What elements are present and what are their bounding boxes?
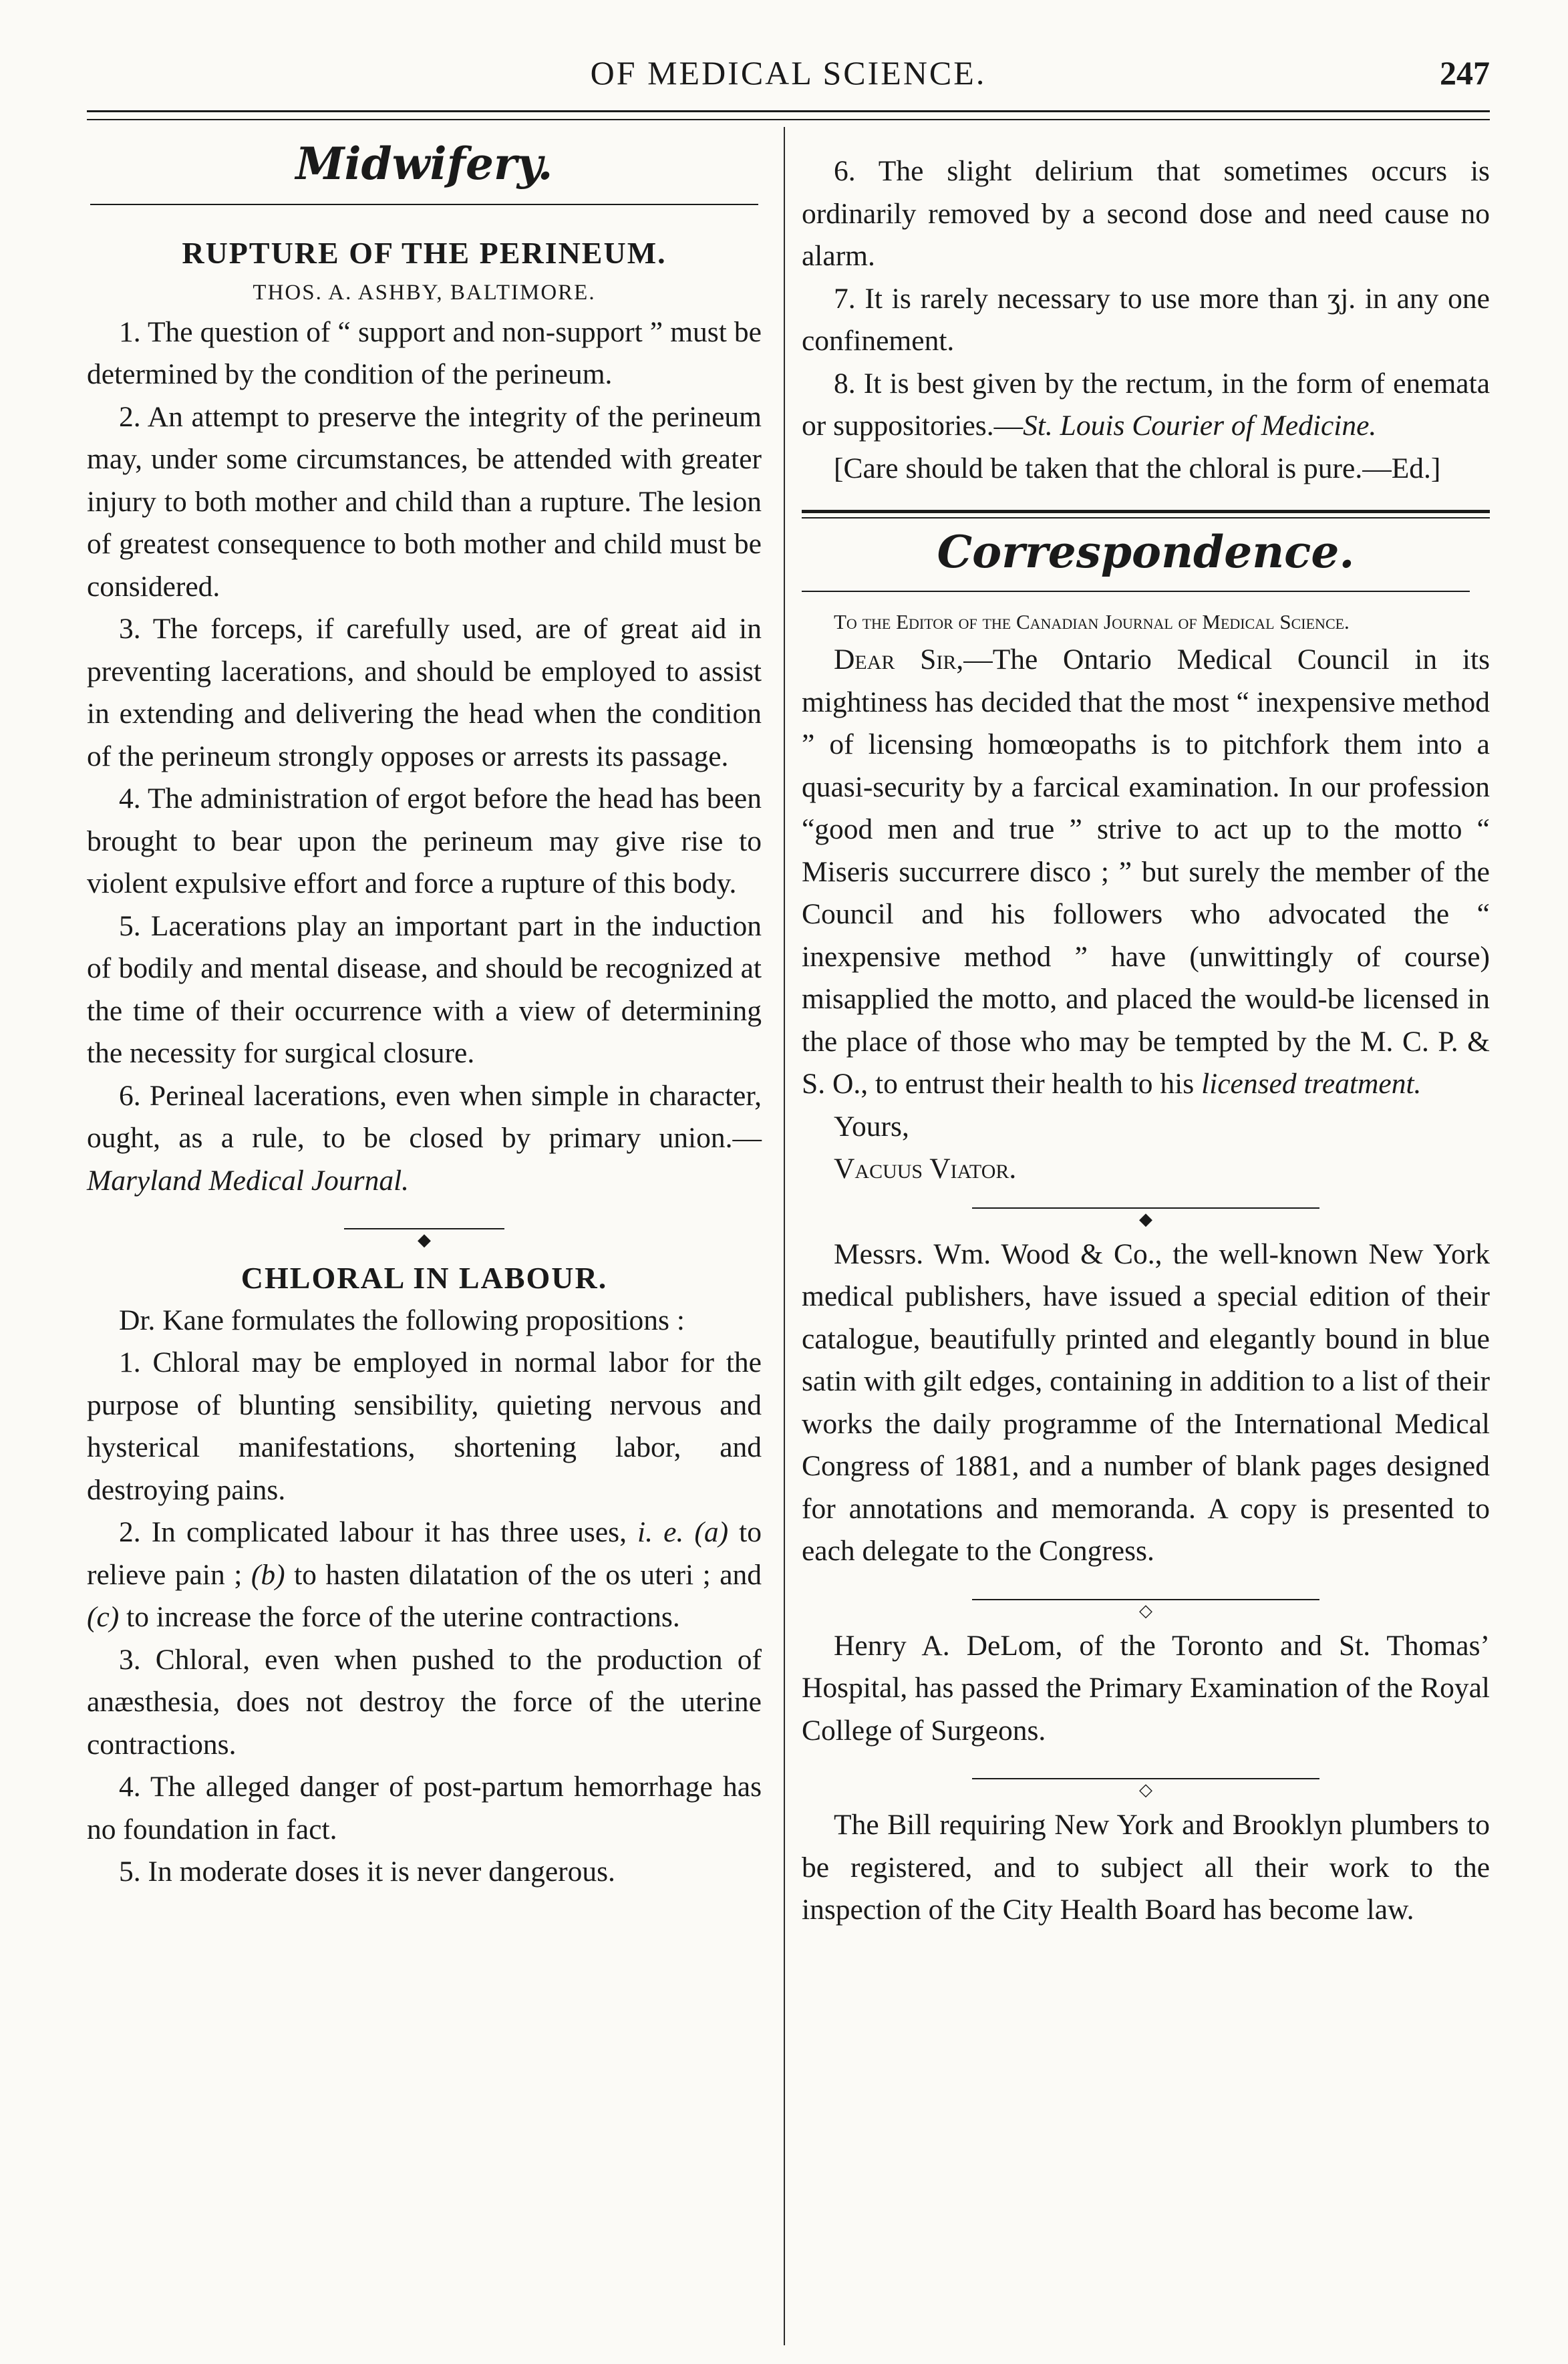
paragraph — [87, 1075, 762, 1203]
source-citation: Maryland Medical Journal. — [87, 1164, 410, 1197]
paragraph: 7. It is rarely necessary to use more than ʒj. in any one confinement. — [802, 282, 1490, 357]
text-run: (a) — [694, 1516, 729, 1548]
notice-paragraph: Henry A. DeLom, of the Toronto and St. Thomas’ Hospital, has passed the Primary Examination of the Royal College of Surgeons. — [802, 1629, 1490, 1747]
paragraph: 4. The administration of ergot before the head has been brought to bear upon the perineum may give rise to violent expulsive effort and force a rupture of this body. — [87, 782, 762, 899]
left-column — [87, 130, 762, 1894]
text-run: (c) — [87, 1601, 120, 1633]
running-header — [87, 53, 1490, 107]
paragraph: 6. The slight delirium that sometimes occurs is ordinarily removed by a second dose and need cause no alarm. — [802, 155, 1490, 272]
paragraph: 1. The question of “ support and non-support ” must be determined by the condition of the perineum. — [87, 315, 762, 390]
paragraph: 1. Chloral may be employed in normal labor for the purpose of blunting sensibility, quieting nervous and hysterical manifestations, shortening labor, and destroying pains. — [87, 1346, 762, 1506]
letter-address: To the Editor of the Canadian Journal of Medical Science. — [834, 610, 1350, 633]
text-run: to hasten dilatation of the os uteri ; and — [294, 1558, 762, 1591]
paragraph: 5. In moderate doses it is never dangerous. — [119, 1856, 615, 1888]
page-number: 247 — [1440, 54, 1490, 92]
article-title-rupture: RUPTURE OF THE PERINEUM. — [182, 236, 667, 270]
section-heading-midwifery: Midwifery. — [295, 138, 553, 190]
paragraph-text: 8. It is best given by the rectum, in the form of enemata or suppositories.— — [802, 367, 1490, 442]
letter-closing: Yours, — [834, 1110, 909, 1143]
header-rule-thin — [87, 119, 1490, 120]
running-title: OF MEDICAL SCIENCE. — [590, 54, 987, 92]
section-rule — [90, 204, 758, 205]
text-run: to increase the force of the uterine contractions. — [126, 1601, 680, 1633]
paragraph — [87, 1511, 762, 1639]
letter-emphasis: licensed treatment. — [1201, 1068, 1422, 1100]
paragraph: Dr. Kane formulates the following propositions : — [119, 1304, 685, 1336]
text-run: 2. In complicated labour it has three uses, — [119, 1516, 627, 1548]
section-rule — [802, 591, 1470, 592]
paragraph: 3. The forceps, if carefully used, are of great aid in preventing lacerations, and should be employed to assist in extending and delivering the head when the condition of the perineum strongly opposes or arrests its passage. — [87, 613, 762, 772]
paragraph: 5. Lacerations play an important part in the induction of bodily and mental disease, and should be recognized at the time of their occurrence with a view of determining the necessity for surgical closure. — [87, 909, 762, 1069]
letter-signature: Vacuus Viator. — [834, 1153, 1017, 1185]
notice-paragraph: The Bill requiring New York and Brooklyn plumbers to be registered, and to subject all their work to the inspection of the City Health Board has become law. — [802, 1809, 1490, 1926]
paragraph: 2. An attempt to preserve the integrity of the perineum may, under some circumstances, be attended with greater injury to both mother and child than a rupture. The lesion of greatest consequence to both mother and child must be considered. — [87, 400, 762, 603]
paragraph: 4. The alleged danger of post-partum hemorrhage has no foundation in fact. — [87, 1771, 762, 1845]
article-byline: THOS. A. ASHBY, BALTIMORE. — [253, 280, 596, 305]
ornament-divider: ◆ — [802, 1195, 1490, 1221]
letter-body — [802, 639, 1490, 1106]
paragraph: 3. Chloral, even when pushed to the production of anæsthesia, does not destroy the force of the uterine contractions. — [87, 1643, 762, 1761]
letter-text: —The Ontario Medical Council in its mightiness has decided that the most “ inexpensive method ” of licensing homœopaths is to pitchfork them into a quasi-security by a farcical examination. In our profession “good men and true ” strive to act up to the motto “ Miseris succurrere disco ; ” but surely the member of the Council and his followers who advocated the “ inexpensive method ” have (unwittingly of course) misapplied the motto, and placed the would-be licensed in the place of those who may be tempted by the M. C. P. & S. O., to entrust their health to his — [802, 643, 1490, 1100]
right-column — [802, 130, 1490, 1932]
paragraph — [802, 363, 1490, 448]
ornament-divider: ◆ — [87, 1215, 762, 1242]
ornament-divider: ◇ — [802, 1765, 1490, 1792]
article-title-chloral: CHLORAL IN LABOUR. — [241, 1261, 608, 1295]
ornament-divider: ◇ — [802, 1586, 1490, 1613]
source-citation: St. Louis Courier of Medicine. — [1023, 410, 1377, 442]
paragraph-text: 6. Perineal lacerations, even when simple in character, ought, as a rule, to be closed by primary union.— — [87, 1079, 762, 1154]
text-run: to relieve pain ; — [87, 1516, 762, 1591]
column-divider — [784, 127, 785, 2345]
text-run: (b) — [251, 1558, 285, 1591]
notice-paragraph: Messrs. Wm. Wood & Co., the well-known New York medical publishers, have issued a special edition of their catalogue, beautifully printed and elegantly bound in blue satin with gilt edges, containing in addition to a list of their works the daily programme of the International Medical Congress of 1881, and a number of blank pages designed for annotations and memoranda. A copy is presented to each delegate to the Congress. — [802, 1237, 1490, 1567]
header-rule — [87, 110, 1490, 112]
text-run: i. e. — [637, 1516, 684, 1548]
editor-note: [Care should be taken that the chloral is pure.—Ed.] — [834, 452, 1441, 484]
salutation: Dear Sir, — [834, 643, 964, 676]
double-rule — [802, 510, 1490, 519]
section-heading-correspondence: Correspondence. — [937, 526, 1355, 578]
